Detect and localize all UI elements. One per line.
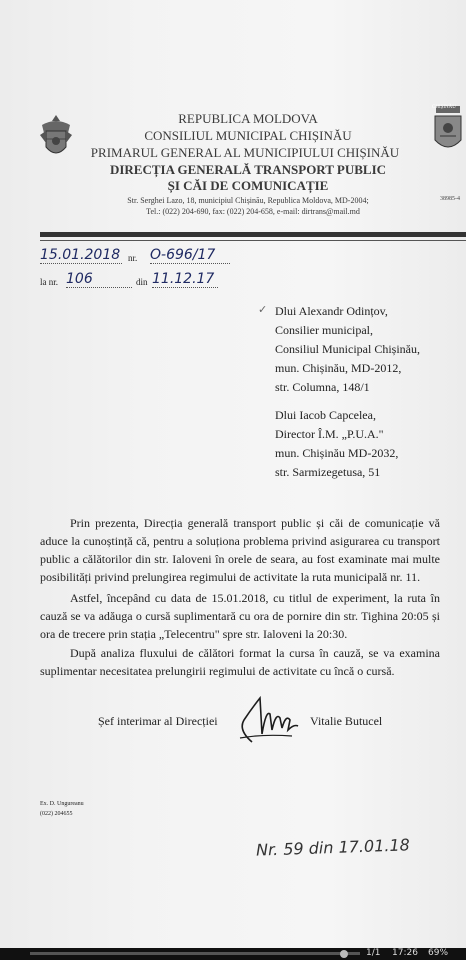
recipient-1-line: mun. Chișinău, MD-2012, [275,361,402,375]
page-indicator: 1/1 [366,948,381,958]
reference-date: 15.01.2018 [40,247,121,263]
chisinau-emblem-icon [430,104,466,156]
din-label: din [136,277,148,287]
body-paragraph-3: După analiza fluxului de călători format la cursa în cauză, se va examina suplimentar necesitatea prelungirii regimului de activitate cu încă o cursă. [40,646,440,678]
page-scrollbar[interactable] [30,952,360,955]
header-rule-thin [40,240,466,241]
signature-role: Șef interimar al Direcției [98,714,218,728]
recipient-2-line: mun. Chișinău MD-2032, [275,446,399,460]
la-nr-value: 106 [66,271,132,288]
header-directorate: DIRECȚIA GENERALĂ TRANSPORT PUBLIC [109,162,387,177]
emblem-label: CHIȘINĂU [432,105,456,110]
recipient-1-line: Consilier municipal, [275,323,373,337]
la-nr-label: la nr. [40,277,58,287]
signature-name: Vitalie Butucel [310,714,383,728]
header-rule-thick [40,232,466,237]
reference-number: O-696/17 [150,247,230,264]
header-address: Str. Serghei Lazo, 18, municipiul Chișinău, Republica Moldova, MD-2004; [127,196,369,205]
recipient-2-line: str. Sarmizegetusa, 51 [275,465,381,479]
reference-line-2 [40,271,240,293]
body-paragraph-1: Prin prezenta, Direcția generală transport public și căi de comunicație vă aduce la cunoștință că, pentru a soluționa problema privind asigurarea cu transport public a călătorilor din str. Ialoveni în orele de seara, au fost examinate mai multe posibilități privind prelungirea regimului de activitate la ruta municipală nr. 11. [40,516,440,584]
header-contacts: Tel.: (022) 204-690, fax: (022) 204-658, e-mail: dirtrans@mail.md [146,207,360,216]
side-code: 38985-4 [440,196,460,202]
recipient-2 [275,406,398,482]
zoom-level[interactable]: 69% [428,948,449,958]
recipient-1-line: Dlui Alexandr Odințov, [275,304,388,318]
din-value: 11.12.17 [152,271,218,288]
recipient-1-line: Consiliul Municipal Chișinău, [275,342,421,356]
clock-time: 17:26 [392,948,418,958]
check-mark-icon: ✓ [258,304,268,316]
body-paragraph-2: Astfel, începând cu data de 15.01.2018, cu titlul de experiment, la ruta în cauză se va adăuga o cursă suplimentară cu ora de pornire din str. Tighina 20:05 și ora de trecere prin stația „Telecentru" spre str. Ialoveni la 20:30. [40,591,440,641]
header-mayor: PRIMARUL GENERAL AL MUNICIPIULUI CHIȘINĂU [90,145,400,160]
handwritten-signature-icon [232,690,302,748]
executor-name: Ex. D. Ungureanu [40,801,84,807]
header-directorate-2: ȘI CĂI DE COMUNICAȚIE [167,178,329,193]
moldova-coat-of-arms-icon [38,113,74,163]
handwritten-registration-note: Nr. 59 din 17.01.18 [255,835,411,860]
header-country: REPUBLICA MOLDOVA [178,111,318,126]
header-council: CONSILIUL MUNICIPAL CHIȘINĂU [144,128,352,143]
viewer-status-bar [0,948,466,960]
recipient-1-line: str. Columna, 148/1 [275,380,370,394]
reference-line-1 [40,247,240,269]
recipient-1 [275,302,420,397]
recipient-2-line: Dlui Iacob Capcelea, [275,408,376,422]
executor-phone: (022) 204655 [40,811,73,817]
nr-label: nr. [128,253,138,263]
scrollbar-thumb[interactable] [340,950,348,958]
recipient-2-line: Director Î.M. „P.U.A." [275,427,384,441]
